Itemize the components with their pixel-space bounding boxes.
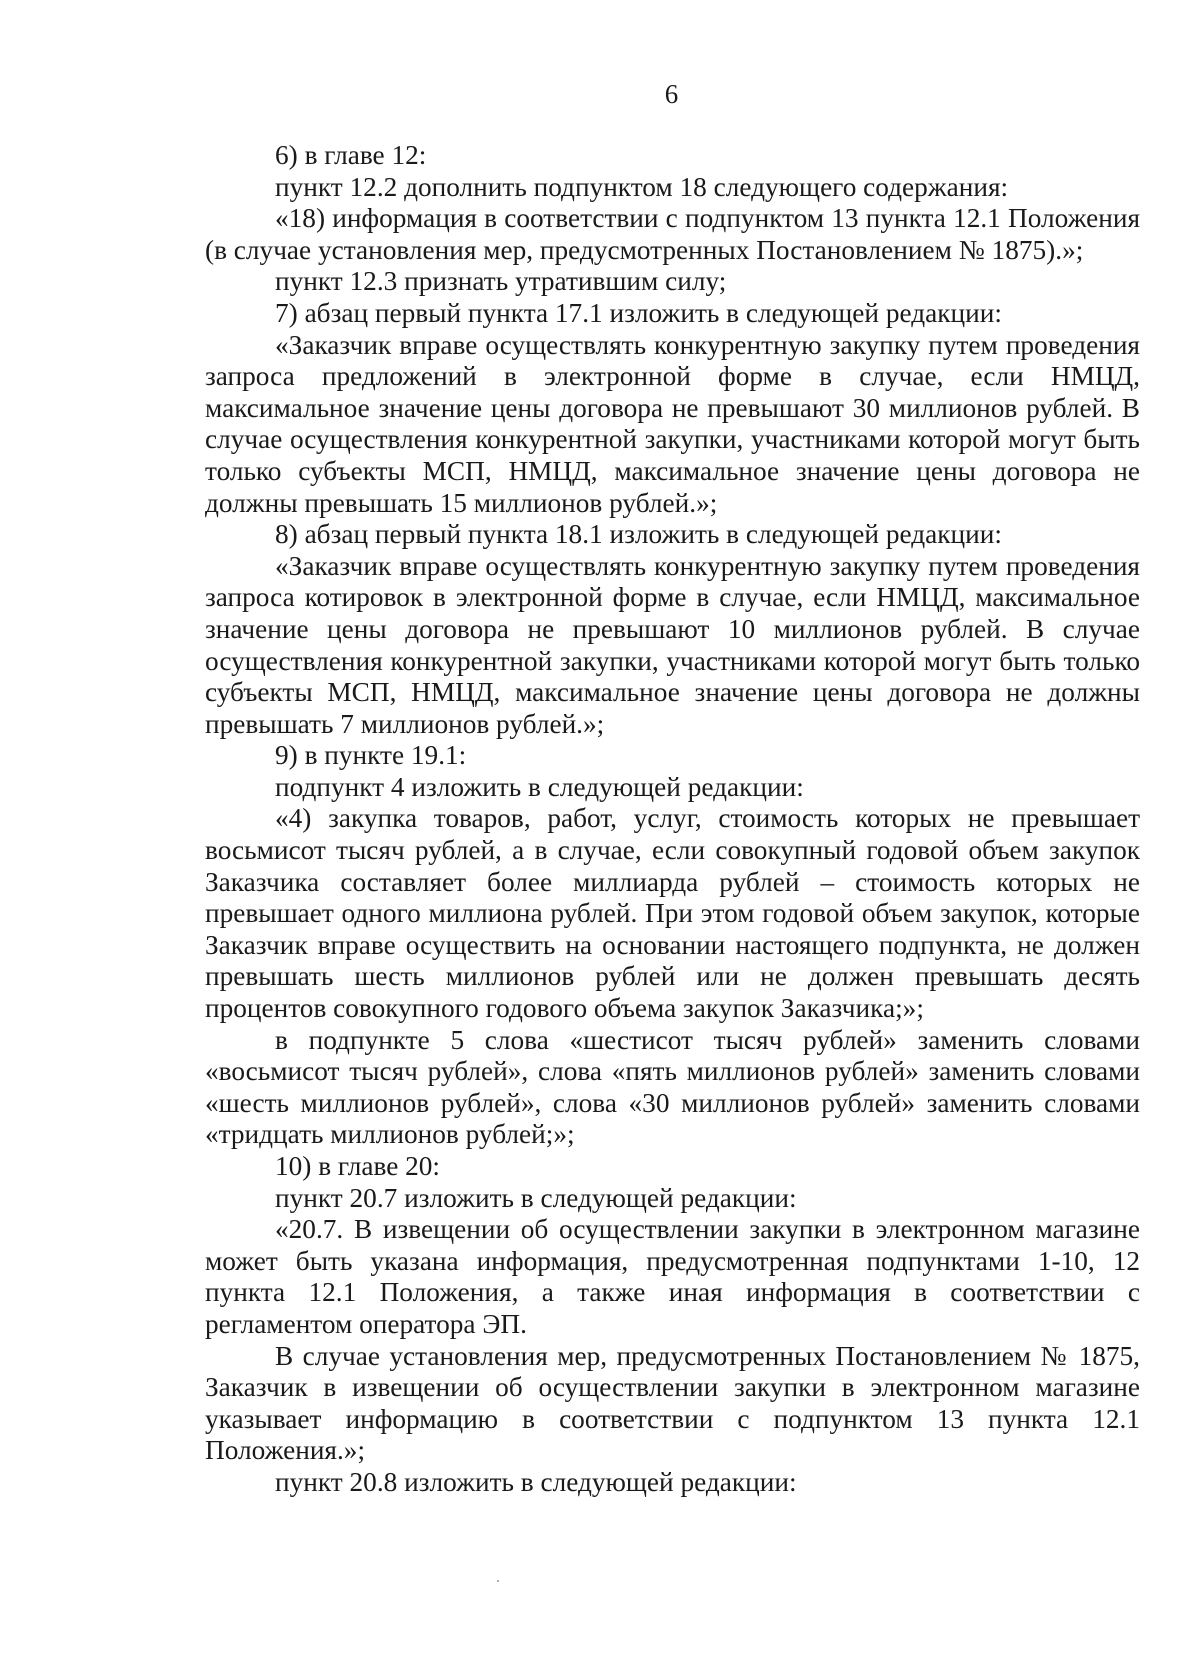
paragraph-item-17-1-quote: «Заказчик вправе осуществлять конкурентную закупку путем проведения запроса предложений в электронной форме в случае, если НМЦД, максимальное значение цены договора не превышают 30 миллионов рублей. В случае осуществления конкурентной закупки, участниками которой могут быть только субъекты МСП, НМЦД, максимальное значение цены договора не должны превышать 15 миллионов рублей.»;	[205, 329, 1140, 518]
paragraph-chapter-20: 10) в главе 20:	[275, 1151, 441, 1181]
paragraph-subitem-4-quote: «4) закупка товаров, работ, услуг, стоимость которых не превышает восьмисот тысяч рублей, а в случае, если совокупный годовой объем закупок Заказчика составляет более миллиарда рублей – стоимость которых не превышает одного миллиона рублей. При этом годовой объем закупок, которые Заказчик вправе осуществить на основании настоящего подпункта, не должен превышать шесть миллионов рублей или не должен превышать десять процентов совокупного годового объема закупок Заказчика;»;	[205, 803, 1140, 1024]
paragraph-item-17-1: 7) абзац первый пункта 17.1 изложить в следующей редакции:	[275, 297, 1002, 328]
page-number: 6	[664, 79, 679, 109]
paragraph-item-19-1: 9) в пункте 19.1:	[275, 740, 467, 771]
paragraph-item-18-1: 8) абзац первый пункта 18.1 изложить в следующей редакции:	[275, 519, 1002, 550]
paragraph-item-12-2: пункт 12.2 дополнить подпунктом 18 следующего содержания:	[275, 171, 1009, 202]
paragraph-item-20-7: пункт 20.7 изложить в следующей редакции:	[275, 1182, 797, 1213]
paragraph-chapter-12: 6) в главе 12:	[275, 140, 427, 170]
paragraph-subitem-18-quote: «18) информация в соответствии с подпунктом 13 пункта 12.1 Положения (в случае установления мер, предусмотренных Постановлением № 1875).»;	[205, 203, 1140, 265]
paragraph-subitem-4: подпункт 4 изложить в следующей редакции:	[275, 771, 804, 802]
paragraph-item-20-7-quote: «20.7. В извещении об осуществлении закупки в электронном магазине может быть указана информация, предусмотренная подпунктами 1-10, 12 пункта 12.1 Положения, а также иная информация в соответствии с регламентом оператора ЭП.	[205, 1214, 1140, 1339]
paragraph-item-12-3: пункт 12.3 признать утратившим силу;	[275, 266, 727, 297]
document-body	[205, 140, 1140, 1499]
paragraph-subitem-5: в подпункте 5 слова «шестисот тысяч рублей» заменить словами «восьмисот тысяч рублей», слова «пять миллионов рублей» заменить словами «шесть миллионов рублей», слова «30 миллионов рублей» заменить словами «тридцать миллионов рублей;»;	[205, 1024, 1140, 1150]
paragraph-item-18-1-quote: «Заказчик вправе осуществлять конкурентную закупку путем проведения запроса котировок в электронной форме в случае, если НМЦД, максимальное значение цены договора не превышают 10 миллионов рублей. В случае осуществления конкурентной закупки, участниками которой могут быть только субъекты МСП, НМЦД, максимальное значение цены договора не должны превышать 7 миллионов рублей.»;	[205, 550, 1140, 739]
paragraph-item-20-7-quote-cont: В случае установления мер, предусмотренных Постановлением № 1875, Заказчик в извещении об осуществлении закупки в электронном магазине указывает информацию в соответствии с подпунктом 13 пункта 12.1 Положения.»;	[205, 1340, 1140, 1466]
scan-speck	[497, 1580, 499, 1582]
paragraph-item-20-8: пункт 20.8 изложить в следующей редакции:	[275, 1466, 797, 1497]
